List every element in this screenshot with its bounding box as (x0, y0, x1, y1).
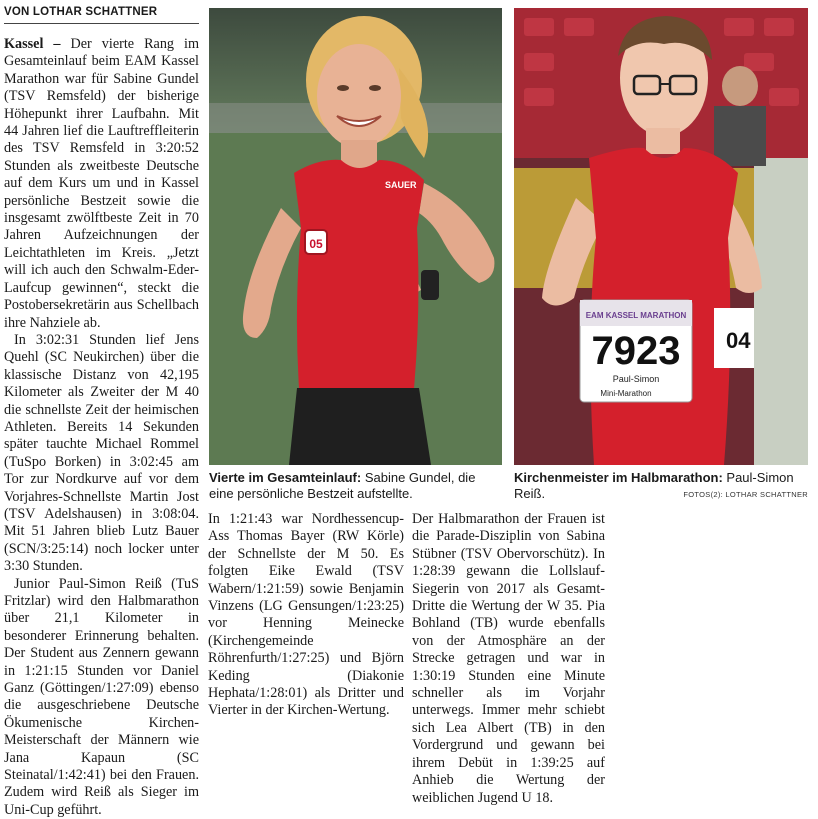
caption-left-photo (209, 470, 502, 502)
article-paragraph-5: Der Halbmarathon der Frauen ist die Parade-Disziplin von Sabina Stübner (TSV Obervorschütz). In 1:28:39 gewann die Lollslauf-Siegerin von 2017 als Gesamt-Dritte die Wertung der W 35. Pia Bohland (TB) wurde ebenfalls von der Atmosphäre an der Strecke getragen und war in 1:30:19 Stunden eine Minute schneller als im Vorjahr unterwegs. Immer mehr schiebt sich Lea Albert (TB) in den Vordergrund und gewann bei ihrem Debüt in 1:39:25 auf Anhieb die Wertung der weiblichen Jugend U 18. (412, 511, 605, 806)
runner-man-illustration (514, 8, 808, 465)
caption-left-title: Vierte im Gesamteinlauf: (209, 470, 362, 485)
caption-left-text: Sabine Gundel, die eine persönliche Bestzeit aufstellte. (209, 470, 476, 501)
bib-race: Mini-Marathon (600, 389, 652, 398)
partial-bib-number: 04 (726, 328, 751, 353)
photo-credit: FOTOS(2): LOTHAR SCHATTNER (683, 490, 808, 499)
article-column-4 (612, 511, 808, 737)
article-paragraph-4: In 1:21:43 war Nordhessencup-Ass Thomas Bayer (RW Körle) der Schnellste der M 50. Es folgten Eike Ewald (TSV Wabern/1:21:59) sowie Benjamin Vinzens (LG Gensungen/1:23:25) vor Henning Meinecke (Kirchengemeinde Röhrenfurth/1:27:25) und Björn Keding (Diakonie Hephata/1:28:01) als Dritter und Vierter in der Kirchen-Wertung. (208, 511, 404, 719)
article-column-1 (4, 36, 199, 818)
shirt-sponsor-print: SAUER (385, 180, 417, 190)
paragraph-1-text: Der vierte Rang im Gesamteinlauf beim EAM Kassel Marathon war für Sabine Gundel (TSV Remsfeld) der bisherige Höhepunkt ihrer Laufbahn. Mit 44 Jahren lief die Lauftreffleiterin des TSV Remsfeld in 3:20:52 Stunden als zweitbeste Deutsche auf dem Kurs um und in Kassel persönliche Bestzeit sowie die insgesamt zwölftbeste Zeit in 70 Jahren Aufzeichnungen der Leichtathleten im Kreis. „Jetzt will ich auch den Schwalm-Eder-Laufcup gewinnen“, steckt die Postobersekretärin aus Schellbach ihre Nahziele ab. (4, 36, 199, 331)
dateline: Kassel – (4, 36, 61, 52)
article-paragraph-3: Junior Paul-Simon Reiß (TuS Fritzlar) wird den Halbmarathon über 21,1 Kilometer in besonderer Erinnerung behalten. Der Student aus Zennern gewann in 1:21:15 Stunden vor Daniel Ganz (Göttingen/1:27:09) ebenso die ausgeschriebene Deutsche Ökumenische Kirchen-Meisterschaft der Männern wie Jana Kapaun (SC Steinatal/1:42:41) bei den Frauen. Zudem wird Reiß als Sieger im Uni-Cup geführt. (4, 575, 199, 818)
photo-paul-simon-reiss (514, 8, 808, 465)
bib-header: EAM KASSEL MARATHON (585, 311, 687, 320)
bib-number: 7923 (591, 329, 681, 373)
caption-right-text: Paul-Simon Reiß. (514, 470, 794, 501)
byline: VON LOTHAR SCHATTNER (4, 6, 199, 24)
photo-sabine-gundel (209, 8, 502, 465)
caption-right-title: Kirchenmeister im Halbmarathon: (514, 470, 723, 485)
runner-woman-illustration (209, 8, 502, 465)
article-paragraph-2: In 3:02:31 Stunden lief Jens Quehl (SC Neukirchen) über die klassische Distanz von 42,195 Kilometer als Zweiter der M 40 die schnellste Zeit der heimischen Athleten. Bereits 14 Sekunden später tauchte Michael Rommel (TuSpo Borken) in 3:02:45 am Tor zur Nordkurve auf vor dem Vorjahres-Schnellste Martin Jost (TSV Adelshausen) in 3:08:04. Mit 51 Jahren blieb Lutz Bauer (SCN/3:25:14) noch locker unter 3:30 Stunden. (4, 331, 199, 575)
shirt-badge-number: 05 (309, 237, 323, 251)
bib-name: Paul-Simon (612, 374, 660, 384)
article-paragraph-1 (4, 36, 199, 332)
article-column-2 (208, 511, 404, 737)
article-column-3 (412, 511, 605, 806)
